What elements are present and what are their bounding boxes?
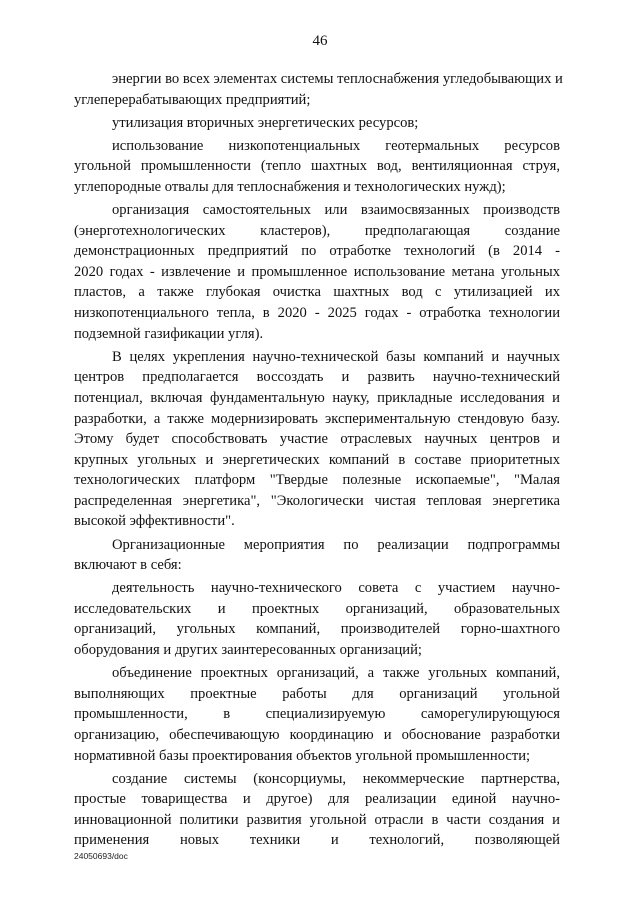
- text-line: углепородные отвалы для теплоснабжения и технологических нужд);: [74, 178, 506, 195]
- text-line: пластов, а также глубокая очистка шахтных вод с утилизацией их: [74, 284, 560, 301]
- text-line: промышленности, в специализируемую саморегулирующуюся: [74, 706, 560, 723]
- text-line: высокой эффективности".: [74, 513, 235, 530]
- text-line: потенциал, включая фундаментальную науку, прикладные исследования и: [74, 389, 560, 406]
- text-line: нормативной базы проектирования объектов угольной промышленности;: [74, 747, 531, 764]
- document-footer-code: 24050693/doc: [74, 851, 128, 861]
- paragraph: [74, 136, 560, 198]
- text-line: выполняющих проектные работы для организаций угольной: [74, 685, 560, 702]
- text-line: организацию, обеспечивающую координацию и обоснование разработки: [74, 726, 560, 743]
- paragraph: [74, 69, 563, 110]
- text-line: организация самостоятельных или взаимосвязанных производств: [112, 202, 560, 219]
- text-line: 2020 годах - извлечение и промышленное использование метана угольных: [74, 263, 560, 280]
- text-line: угольной промышленности (тепло шахтных вод, вентиляционная струя,: [74, 158, 560, 175]
- text-line: объединение проектных организаций, а также угольных компаний,: [112, 665, 560, 682]
- paragraph: [74, 663, 560, 766]
- paragraph: [74, 200, 560, 344]
- text-line: технологических платформ "Твердые полезные ископаемые", "Малая: [74, 472, 560, 489]
- text-line: (энерготехнологических кластеров), предполагающая создание: [74, 222, 560, 239]
- paragraph: [74, 769, 560, 851]
- document-body: [74, 69, 563, 851]
- text-line: подземной газификации угля).: [74, 325, 264, 342]
- text-line: простые товарищества и другое) для реализации единой научно-: [74, 791, 560, 808]
- text-line: Организационные мероприятия по реализации подпрограммы: [112, 536, 560, 553]
- text-line: крупных угольных и энергетических компаний в составе приоритетных: [74, 451, 560, 468]
- text-line: включают в себя:: [74, 557, 182, 574]
- text-line: энергии во всех элементах системы теплоснабжения угледобывающих и: [112, 71, 563, 87]
- text-line: организаций, угольных компаний, производителей горно-шахтного: [74, 621, 560, 638]
- text-line: низкопотенциального тепла, в 2020 - 2025 годах - отработка технологии: [74, 305, 560, 322]
- text-line: инновационной политики развития угольной отрасли в части создания и: [74, 811, 560, 828]
- text-line: применения новых техники и технологий, позволяющей: [74, 832, 560, 849]
- text-line: углеперерабатывающих предприятий;: [74, 91, 311, 108]
- text-line: утилизация вторичных энергетических ресурсов;: [112, 114, 419, 131]
- paragraph: [74, 535, 560, 576]
- text-line: использование низкопотенциальных геотермальных ресурсов: [112, 137, 560, 154]
- text-line: центров предполагается воссоздать и развить научно-технический: [74, 369, 560, 386]
- text-line: деятельность научно-технического совета с участием научно-: [112, 580, 560, 597]
- text-line: создание системы (консорциумы, некоммерческие партнерства,: [112, 770, 560, 787]
- paragraph: [74, 113, 560, 134]
- text-line: Этому будет способствовать участие отраслевых научных центров и: [74, 431, 560, 448]
- page-number: 46: [312, 33, 328, 49]
- text-line: исследовательских и проектных организаций, образовательных: [74, 600, 560, 617]
- text-line: распределенная энергетика", "Экологически чистая тепловая энергетика: [74, 492, 560, 509]
- text-line: демонстрационных предприятий по отработке технологий (в 2014 -: [74, 243, 560, 260]
- paragraph: [74, 578, 560, 660]
- paragraph: [74, 347, 560, 532]
- text-line: разработки, а также модернизировать экспериментальную стендовую базу.: [74, 410, 560, 427]
- text-line: оборудования и других заинтересованных организаций;: [74, 642, 422, 659]
- text-line: В целях укрепления научно-технической базы компаний и научных: [112, 348, 560, 365]
